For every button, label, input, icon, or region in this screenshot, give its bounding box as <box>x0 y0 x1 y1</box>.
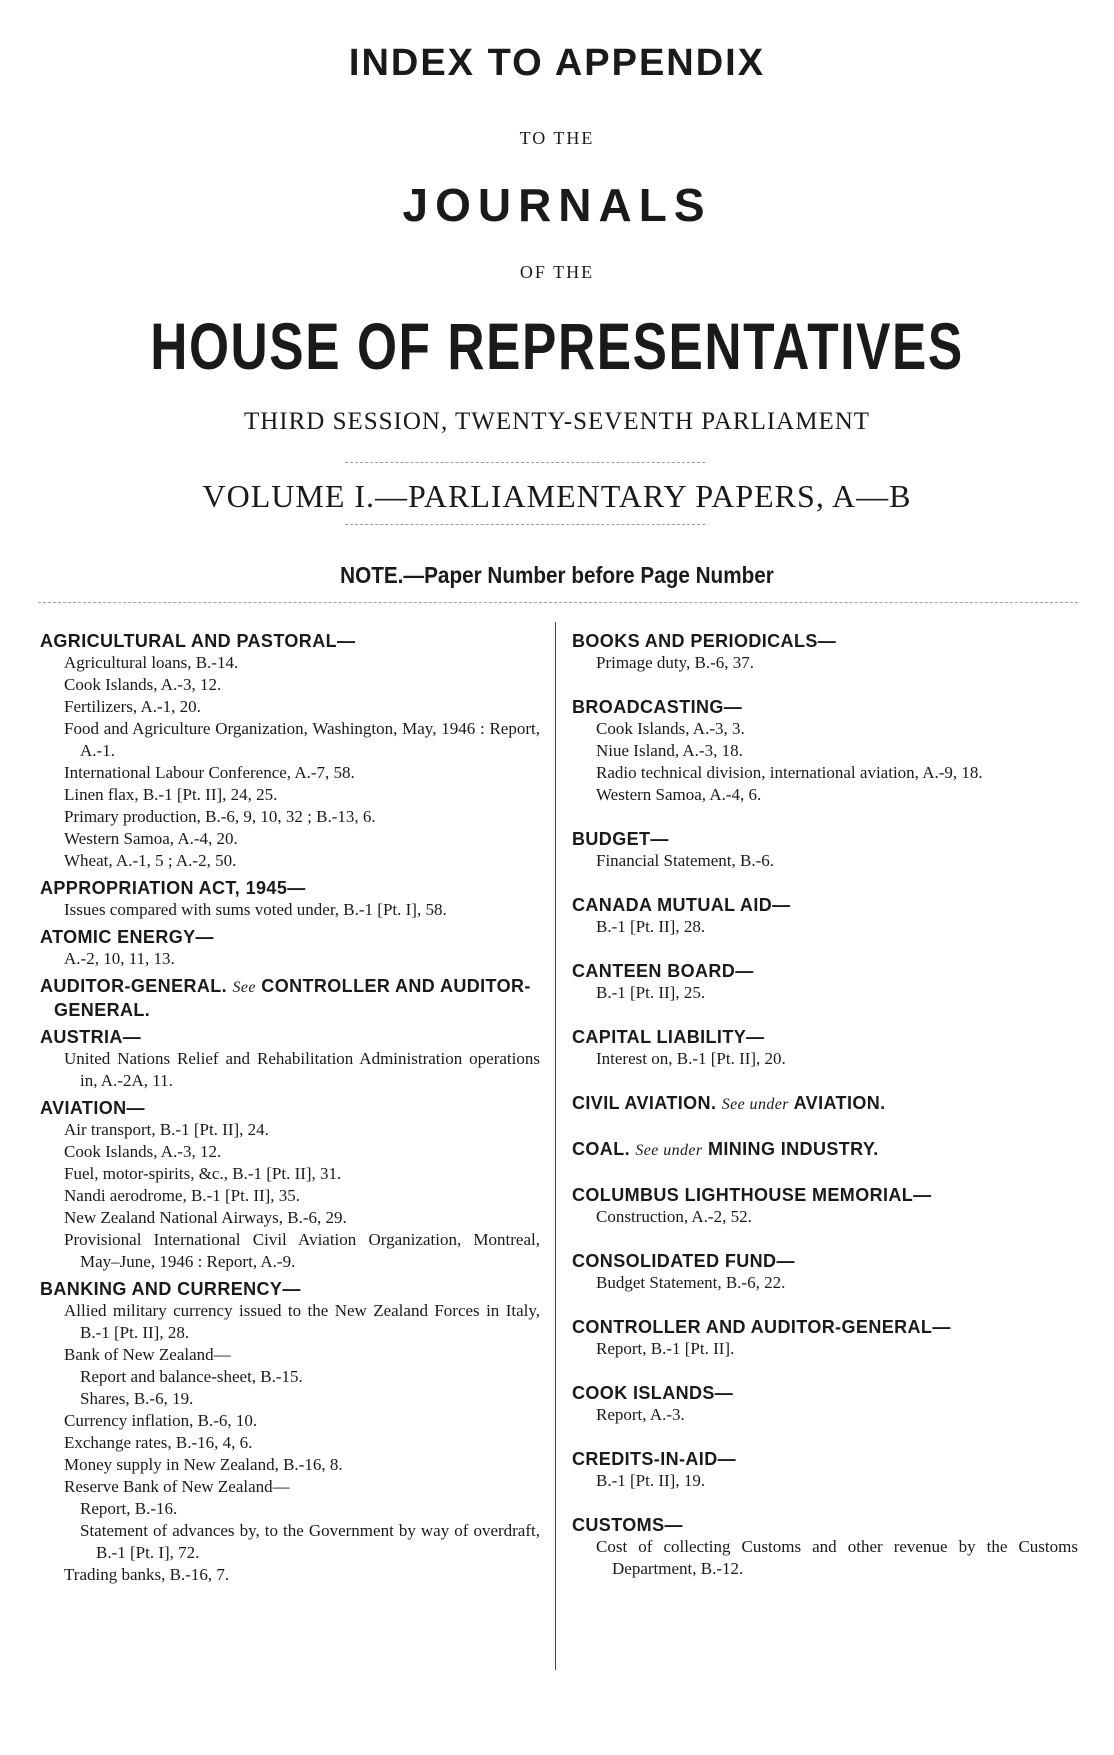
section-heading: AVIATION— <box>40 1098 145 1118</box>
index-entry: Cook Islands, A.-3, 3. <box>596 719 745 738</box>
section-heading: AUDITOR-GENERAL. See CONTROLLER AND AUDITOR-GENERAL. <box>40 976 531 1020</box>
index-section <box>572 1448 1078 1492</box>
section-heading: ATOMIC ENERGY— <box>40 927 214 947</box>
index-subentry: Statement of advances by, to the Government by way of overdraft, B.-1 [Pt. I], 72. <box>80 1521 540 1562</box>
index-entry: A.-2, 10, 11, 13. <box>64 949 175 968</box>
index-entry: Cost of collecting Customs and other revenue by the Customs Department, B.-12. <box>596 1537 1078 1578</box>
index-entry: Western Samoa, A.-4, 20. <box>64 829 238 848</box>
section-heading: CANADA MUTUAL AID— <box>572 895 791 915</box>
section-heading: CUSTOMS— <box>572 1515 683 1535</box>
index-entry: United Nations Relief and Rehabilitation Administration operations in, A.-2A, 11. <box>64 1049 540 1090</box>
section-heading: AGRICULTURAL AND PASTORAL— <box>40 631 356 651</box>
index-subentry: Report, B.-16. <box>80 1499 178 1518</box>
index-subentry: Shares, B.-6, 19. <box>80 1389 194 1408</box>
index-entry: Fuel, motor-spirits, &c., B.-1 [Pt. II], 31. <box>64 1164 342 1183</box>
volume-line: VOLUME I.—PARLIAMENTARY PAPERS, A—B <box>202 478 912 514</box>
section-heading: CAPITAL LIABILITY— <box>572 1027 765 1047</box>
section-heading: CREDITS-IN-AID— <box>572 1449 736 1469</box>
index-section <box>40 1278 540 1586</box>
index-entry: Cook Islands, A.-3, 12. <box>64 1142 222 1161</box>
index-entry: Primage duty, B.-6, 37. <box>596 653 755 672</box>
section-heading: APPROPRIATION ACT, 1945— <box>40 878 306 898</box>
index-entry: Currency inflation, B.-6, 10. <box>64 1411 258 1430</box>
section-heading: COOK ISLANDS— <box>572 1383 734 1403</box>
index-entry: Niue Island, A.-3, 18. <box>596 741 743 760</box>
section-heading: CANTEEN BOARD— <box>572 961 754 981</box>
index-entry: Reserve Bank of New Zealand— <box>64 1477 290 1496</box>
index-entry: Budget Statement, B.-6, 22. <box>596 1273 786 1292</box>
index-entry: Provisional International Civil Aviation Organization, Montreal, May–June, 1946 : Report, A.-9. <box>64 1230 540 1271</box>
index-entry: B.-1 [Pt. II], 28. <box>596 917 706 936</box>
divider-rule <box>345 524 705 525</box>
index-entry: Trading banks, B.-16, 7. <box>64 1565 230 1584</box>
see-reference: See under <box>635 1142 703 1159</box>
index-section <box>572 1184 1078 1228</box>
index-entry: Exchange rates, B.-16, 4, 6. <box>64 1433 253 1452</box>
section-heading: BOOKS AND PERIODICALS— <box>572 631 837 651</box>
index-entry: New Zealand National Airways, B.-6, 29. <box>64 1208 347 1227</box>
index-entry: Linen flax, B.-1 [Pt. II], 24, 25. <box>64 785 278 804</box>
index-entry: Agricultural loans, B.-14. <box>64 653 239 672</box>
index-subentry: Report and balance-sheet, B.-15. <box>80 1367 303 1386</box>
index-entry: Wheat, A.-1, 5 ; A.-2, 50. <box>64 851 237 870</box>
index-entry: Bank of New Zealand— <box>64 1345 231 1364</box>
index-section <box>572 696 1078 806</box>
index-section <box>40 877 540 921</box>
index-entry: Issues compared with sums voted under, B.-1 [Pt. I], 58. <box>64 900 447 919</box>
section-heading: CIVIL AVIATION. See under AVIATION. <box>572 1093 886 1113</box>
index-entry: Primary production, B.-6, 9, 10, 32 ; B.-13, 6. <box>64 807 376 826</box>
index-entry: B.-1 [Pt. II], 25. <box>596 983 706 1002</box>
index-section <box>40 1026 540 1092</box>
column-divider <box>555 622 556 1670</box>
note-line: NOTE.—Paper Number before Page Number <box>340 562 774 588</box>
index-section <box>572 1316 1078 1360</box>
index-entry: B.-1 [Pt. II], 19. <box>596 1471 706 1490</box>
index-entry: Air transport, B.-1 [Pt. II], 24. <box>64 1120 269 1139</box>
index-entry: Financial Statement, B.-6. <box>596 851 774 870</box>
index-section <box>572 1026 1078 1070</box>
left-column <box>40 630 540 1586</box>
section-heading: CONSOLIDATED FUND— <box>572 1251 795 1271</box>
index-entry: Construction, A.-2, 52. <box>596 1207 752 1226</box>
index-entry: Nandi aerodrome, B.-1 [Pt. II], 35. <box>64 1186 301 1205</box>
index-section <box>572 1250 1078 1294</box>
divider-rule <box>345 462 705 463</box>
index-entry: Allied military currency issued to the New Zealand Forces in Italy, B.-1 [Pt. II], 28. <box>64 1301 540 1342</box>
index-section <box>572 1514 1078 1580</box>
index-section <box>572 960 1078 1004</box>
index-section <box>572 1092 1078 1116</box>
section-heading: BANKING AND CURRENCY— <box>40 1279 301 1299</box>
index-section <box>40 926 540 970</box>
session-line: THIRD SESSION, TWENTY-SEVENTH PARLIAMENT <box>243 408 871 435</box>
divider-rule <box>38 602 1078 603</box>
see-reference: See under <box>721 1096 789 1113</box>
index-section <box>572 1382 1078 1426</box>
index-section <box>572 894 1078 938</box>
index-entry: Radio technical division, international aviation, A.-9, 18. <box>596 763 983 782</box>
index-section <box>572 828 1078 872</box>
index-entry: Report, A.-3. <box>596 1405 685 1424</box>
index-entry: Food and Agriculture Organization, Washington, May, 1946 : Report, A.-1. <box>64 719 540 760</box>
section-heading: AUSTRIA— <box>40 1027 142 1047</box>
see-reference: See <box>232 979 256 996</box>
index-title: INDEX TO APPENDIX <box>348 42 766 84</box>
index-section <box>572 1138 1078 1162</box>
index-entry: Money supply in New Zealand, B.-16, 8. <box>64 1455 343 1474</box>
section-heading: BROADCASTING— <box>572 697 743 717</box>
house-title: HOUSE OF REPRESENTATIVES <box>150 309 964 383</box>
to-the-line: TO THE <box>519 128 595 148</box>
index-entry: Cook Islands, A.-3, 12. <box>64 675 222 694</box>
index-entry: Report, B.-1 [Pt. II]. <box>596 1339 735 1358</box>
section-heading: COAL. See under MINING INDUSTRY. <box>572 1139 879 1159</box>
section-heading: COLUMBUS LIGHTHOUSE MEMORIAL— <box>572 1185 932 1205</box>
section-heading: CONTROLLER AND AUDITOR-GENERAL— <box>572 1317 951 1337</box>
index-entry: Western Samoa, A.-4, 6. <box>596 785 762 804</box>
index-section <box>40 1097 540 1273</box>
index-entry: Fertilizers, A.-1, 20. <box>64 697 201 716</box>
index-section <box>40 630 540 872</box>
index-entry: Interest on, B.-1 [Pt. II], 20. <box>596 1049 786 1068</box>
of-the-line: OF THE <box>519 262 595 282</box>
journals-title: JOURNALS <box>402 179 712 231</box>
index-section <box>572 630 1078 674</box>
section-heading: BUDGET— <box>572 829 669 849</box>
right-column <box>572 630 1078 1580</box>
index-entry: International Labour Conference, A.-7, 58. <box>64 763 355 782</box>
index-section <box>40 975 540 1021</box>
